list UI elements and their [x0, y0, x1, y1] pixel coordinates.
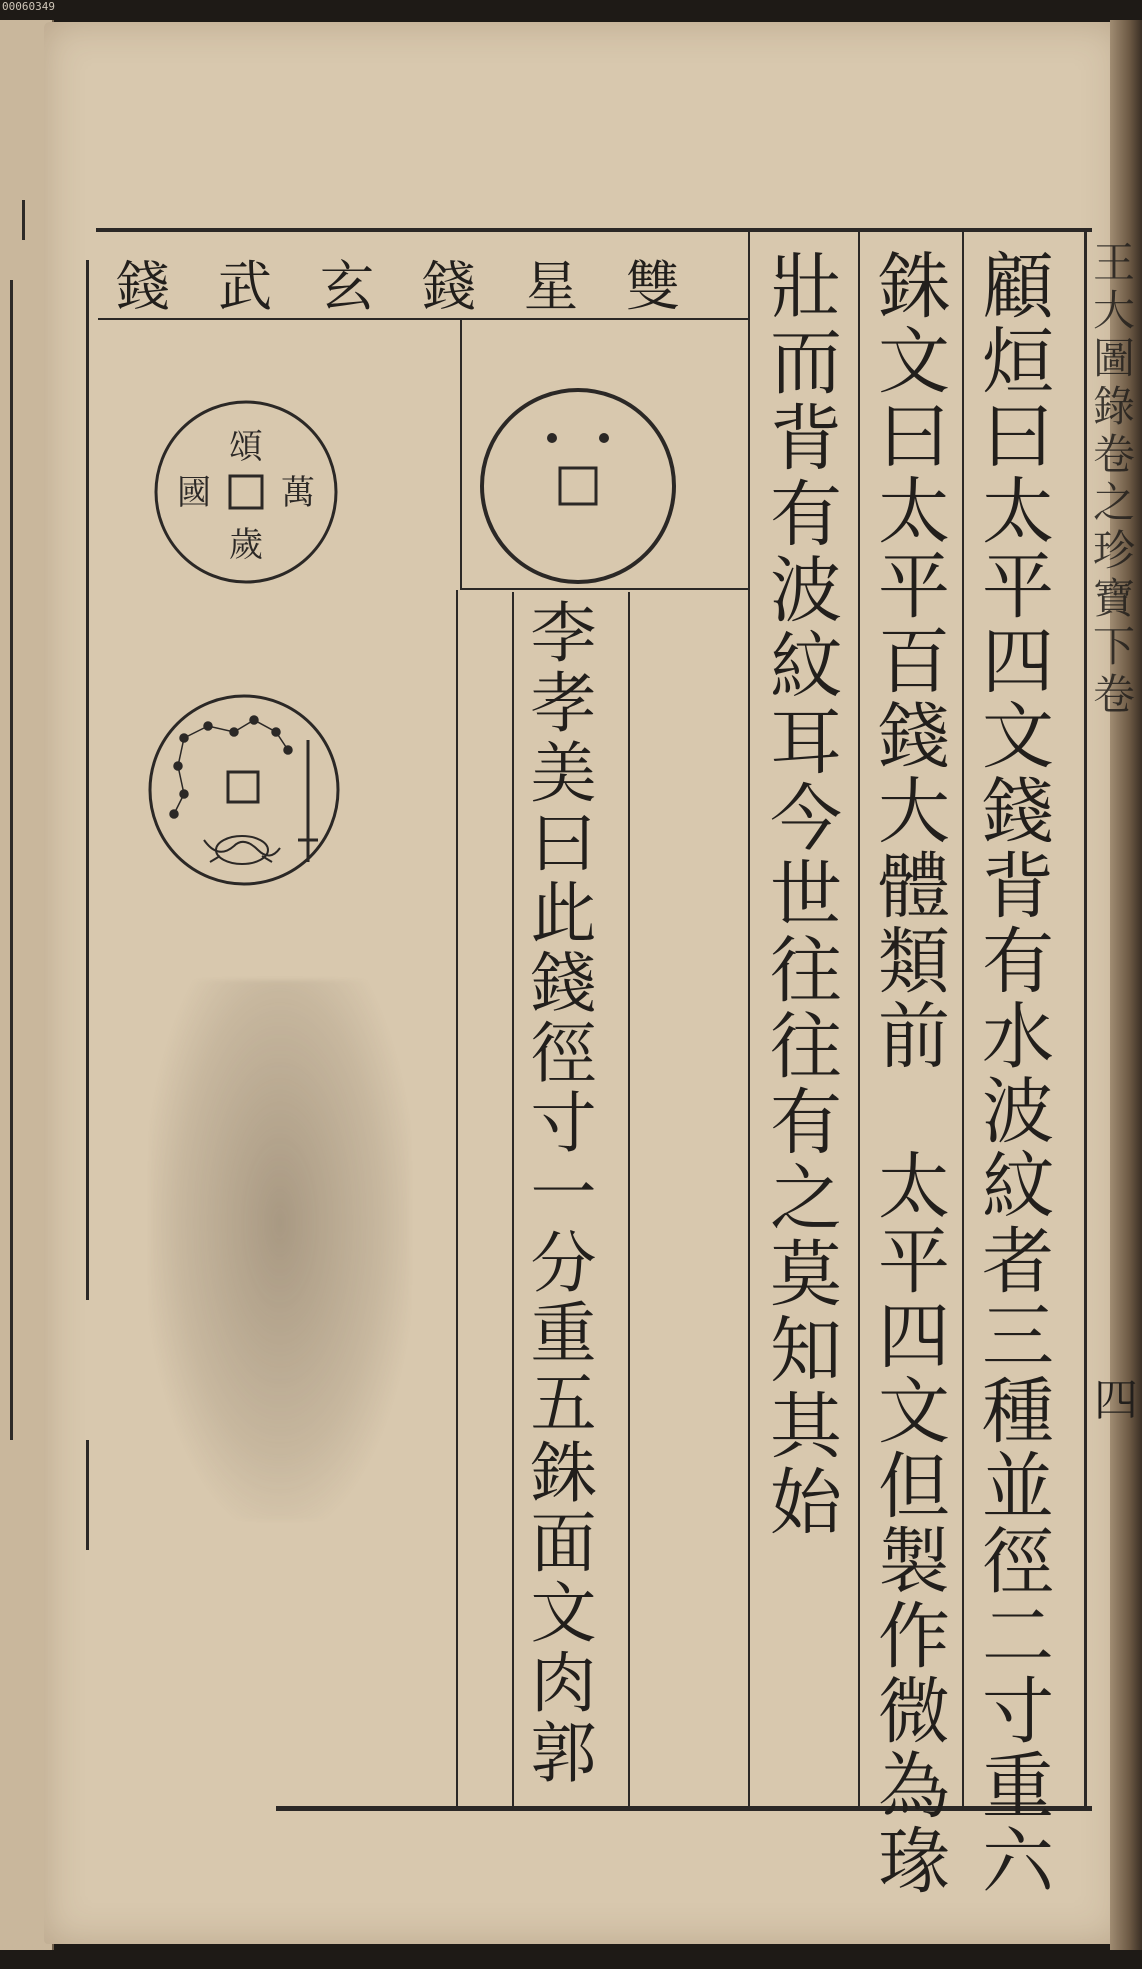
- caption-column: 李孝美曰此錢徑寸一分重五銖面文肉郭: [519, 598, 596, 1788]
- scan-id: 00060349: [2, 0, 55, 13]
- left-page-rule: [10, 280, 13, 1440]
- text-column-1: 顧烜曰太平四文錢背有水波紋者三種並徑二寸重六: [970, 248, 1054, 1898]
- left-page-rule-fragment: [22, 200, 25, 240]
- caption-right-rule: [628, 592, 630, 1806]
- title-label-text: 雙星錢玄武錢: [116, 255, 728, 318]
- left-border: [86, 260, 89, 1300]
- coin-char-right: 萬: [281, 473, 315, 513]
- text-column-3: 壯而背有波紋耳今世往往有之莫知其始: [758, 248, 842, 1540]
- column-divider-2: [858, 232, 860, 1807]
- title-label: [108, 244, 728, 321]
- text-column-2: 銖文曰太平百錢大體類前 太平四文但製作微為瑑: [866, 248, 950, 1898]
- top-border: [96, 228, 1092, 232]
- figure-divider: [460, 320, 462, 590]
- double-star-coin: [476, 384, 680, 588]
- column-divider-3: [748, 232, 750, 1807]
- running-header-right: 四: [1094, 1375, 1138, 1426]
- running-header: 王大圖錄卷之珍寶下卷: [1087, 240, 1136, 720]
- left-border-fragment: [86, 1440, 89, 1550]
- sword-icon: [298, 740, 318, 862]
- caption-inner-rule: [512, 592, 514, 1806]
- coin-char-top: 頌: [229, 427, 263, 467]
- coin-char-left: 國: [177, 473, 211, 513]
- xuanwu-coin: [144, 690, 344, 890]
- coin-char-bottom: 歲: [229, 525, 263, 565]
- inscribed-coin: [150, 396, 342, 588]
- turtle-snake-icon: [204, 836, 280, 864]
- column-divider-1: [962, 232, 964, 1807]
- caption-left-rule: [456, 590, 458, 1806]
- figure-box-bottom: [460, 588, 748, 590]
- rubbing-smudge: [150, 980, 410, 1520]
